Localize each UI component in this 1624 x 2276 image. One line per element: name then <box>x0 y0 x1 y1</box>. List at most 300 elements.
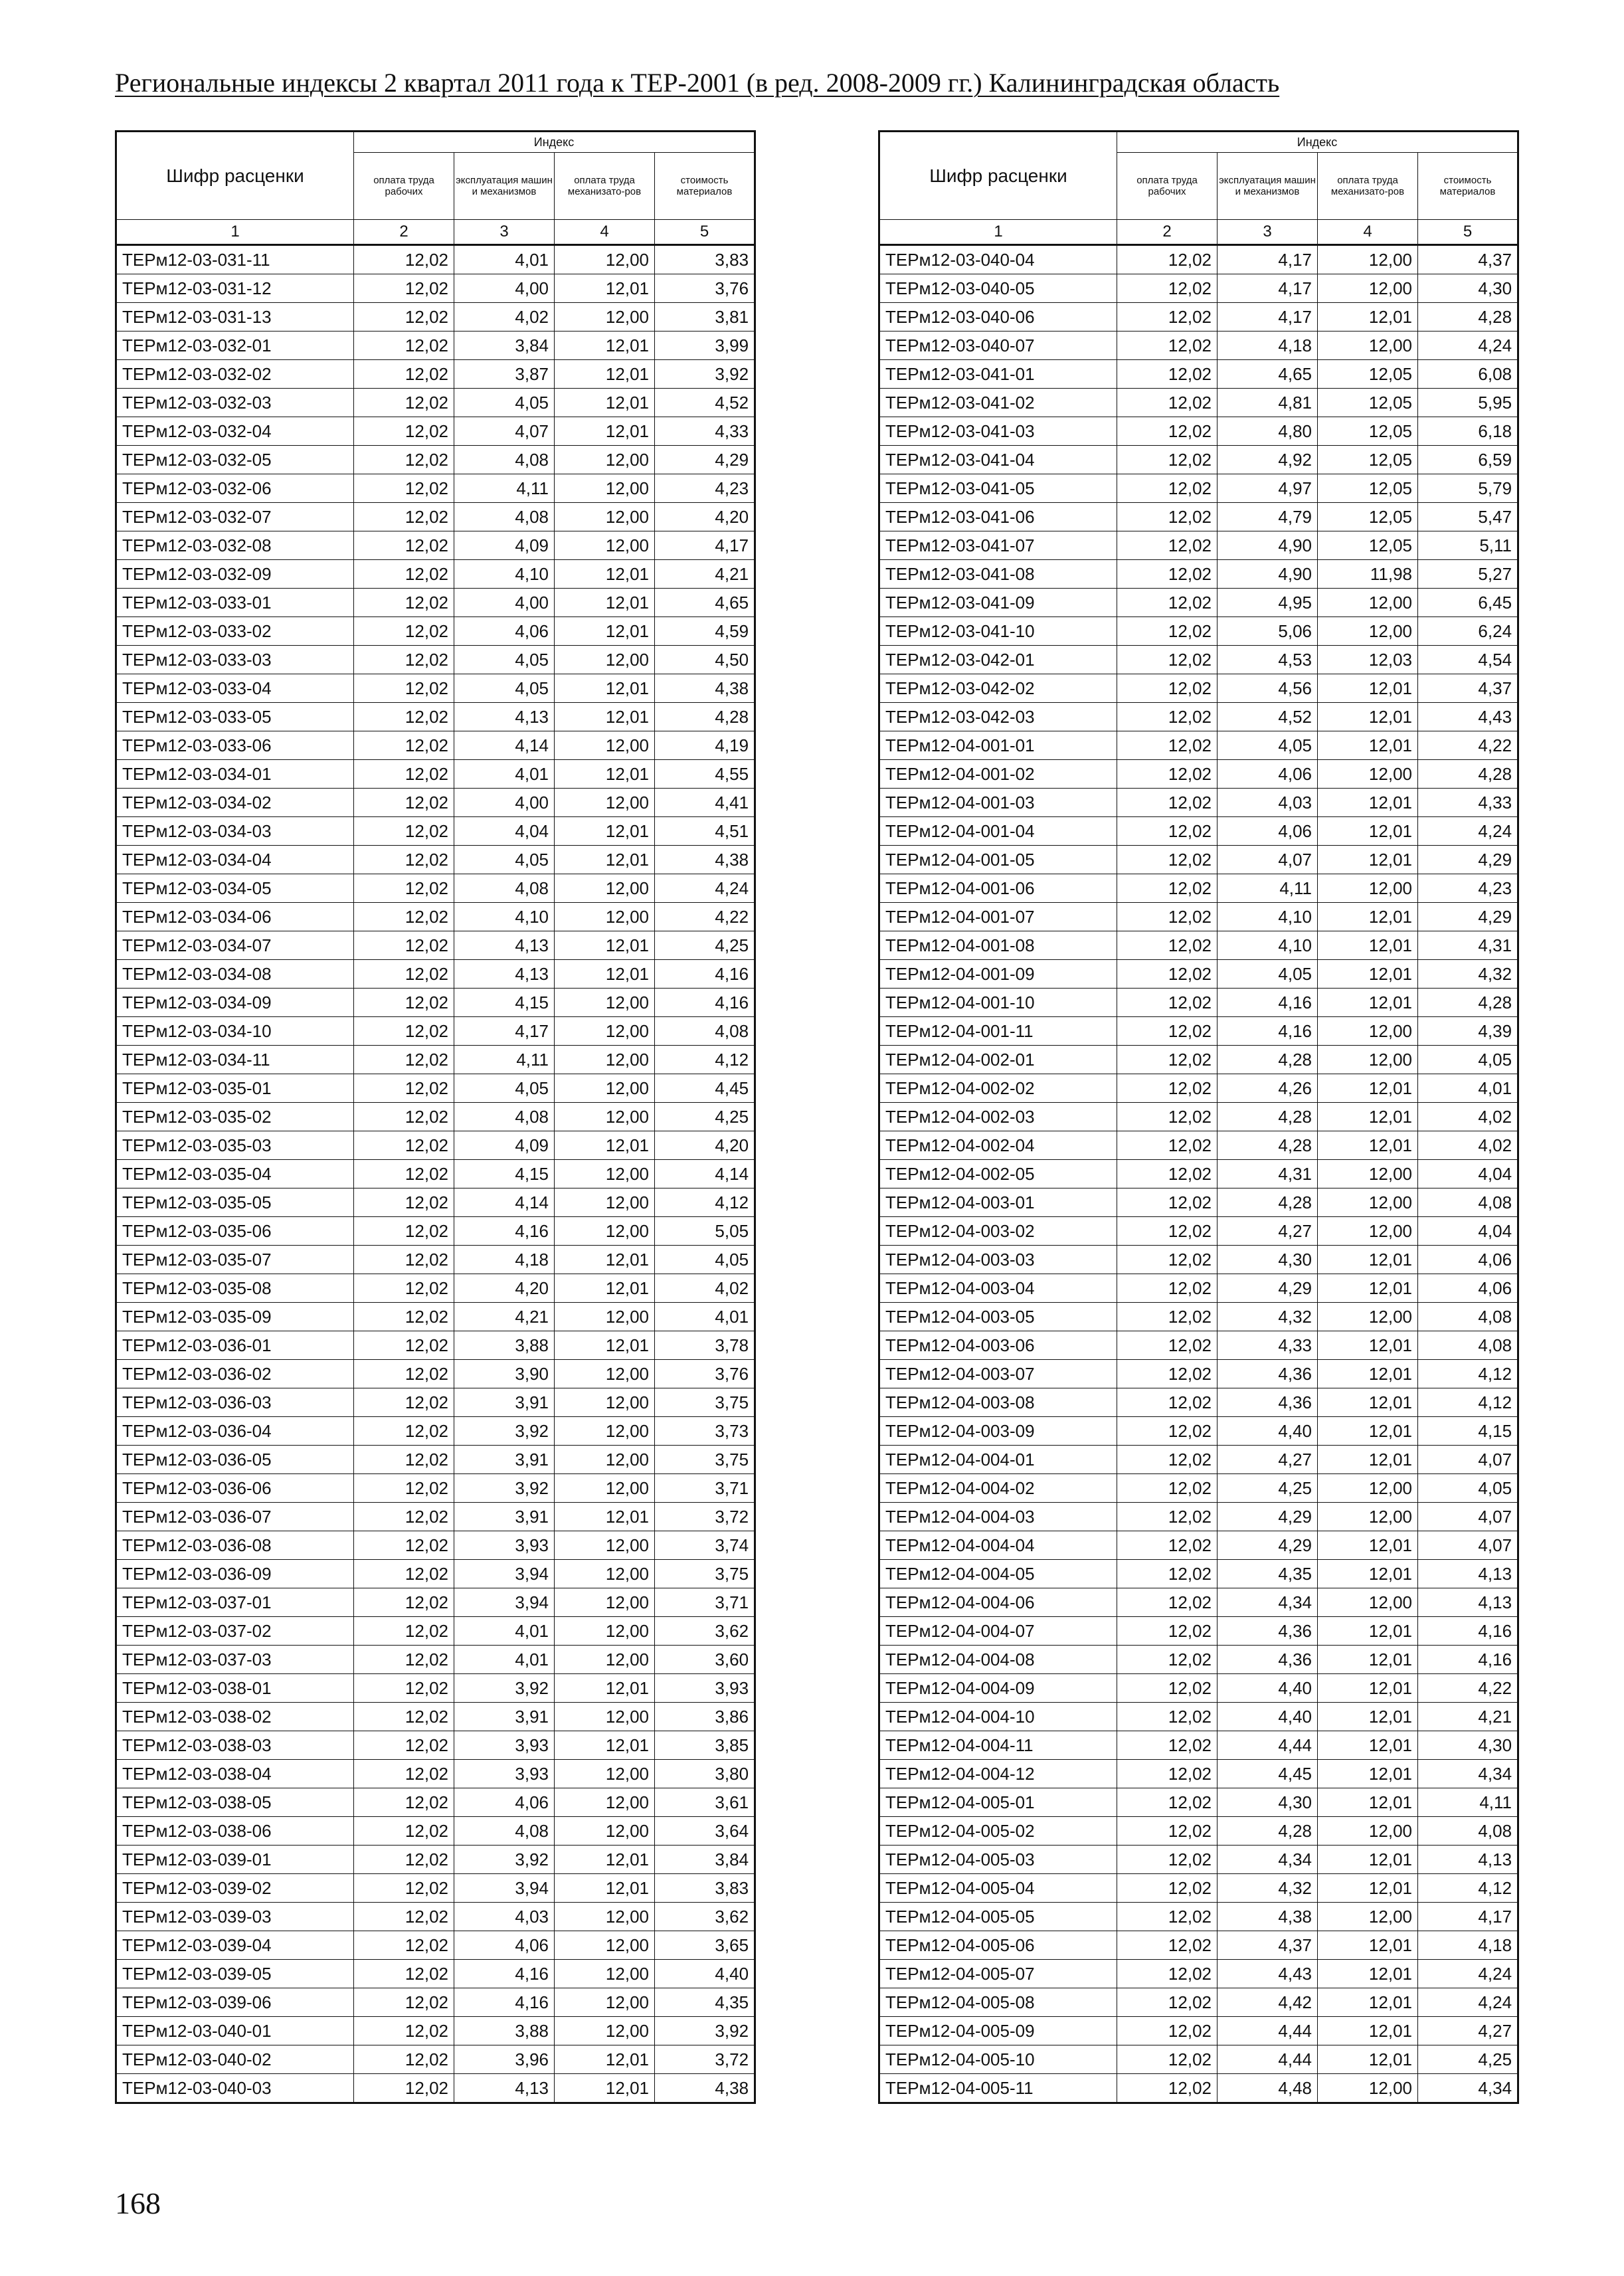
mech-labor-index: 12,01 <box>1318 1274 1418 1303</box>
mech-labor-index: 12,00 <box>555 1903 655 1931</box>
mech-labor-index: 12,01 <box>1318 1760 1418 1788</box>
rate-code: ТЕРм12-03-036-06 <box>116 1474 354 1503</box>
materials-index: 4,16 <box>655 989 755 1017</box>
labor-index: 12,02 <box>354 817 454 846</box>
materials-index: 3,99 <box>655 332 755 360</box>
labor-index: 12,02 <box>354 1074 454 1103</box>
column-number: 2 <box>1117 220 1218 245</box>
materials-index: 3,74 <box>655 1531 755 1560</box>
labor-index: 12,02 <box>354 1674 454 1703</box>
mech-labor-index: 12,01 <box>555 1131 655 1160</box>
labor-index: 12,02 <box>1117 1274 1218 1303</box>
machines-index: 4,16 <box>454 1988 555 2017</box>
machines-index: 4,36 <box>1218 1617 1318 1646</box>
rate-code: ТЕРм12-04-004-01 <box>879 1446 1117 1474</box>
materials-index: 4,21 <box>655 560 755 589</box>
rate-code: ТЕРм12-03-034-08 <box>116 960 354 989</box>
table-row <box>116 1474 755 1503</box>
labor-index: 12,02 <box>354 1103 454 1131</box>
mech-labor-index: 12,01 <box>1318 1617 1418 1646</box>
machines-index: 4,38 <box>1218 1903 1318 1931</box>
table-row <box>879 1703 1518 1731</box>
labor-index: 12,02 <box>1117 760 1218 789</box>
mech-labor-index: 12,00 <box>555 1046 655 1074</box>
labor-index: 12,02 <box>1117 1103 1218 1131</box>
machines-index: 4,06 <box>1218 817 1318 846</box>
table-row <box>116 1960 755 1988</box>
rate-code: ТЕРм12-04-005-07 <box>879 1960 1117 1988</box>
machines-index: 4,30 <box>1218 1788 1318 1817</box>
table-row <box>879 703 1518 731</box>
materials-index: 3,92 <box>655 2017 755 2045</box>
table-row <box>116 1017 755 1046</box>
machines-index: 4,09 <box>454 531 555 560</box>
mech-labor-index: 12,00 <box>1318 1017 1418 1046</box>
table-row <box>116 789 755 817</box>
rate-code: ТЕРм12-03-032-05 <box>116 446 354 474</box>
table-row <box>116 446 755 474</box>
mech-labor-index: 12,01 <box>555 1246 655 1274</box>
mech-labor-index: 12,01 <box>555 2074 655 2103</box>
mech-labor-index: 12,00 <box>555 1617 655 1646</box>
table-row <box>116 1817 755 1846</box>
table-row <box>116 245 755 274</box>
machines-index: 4,95 <box>1218 589 1318 617</box>
labor-index: 12,02 <box>1117 1074 1218 1103</box>
rate-code: ТЕРм12-04-002-05 <box>879 1160 1117 1188</box>
machines-index: 3,88 <box>454 1331 555 1360</box>
machines-index: 4,90 <box>1218 531 1318 560</box>
materials-index: 6,24 <box>1418 617 1518 646</box>
table-row <box>879 245 1518 274</box>
table-row <box>116 2017 755 2045</box>
machines-index: 4,00 <box>454 789 555 817</box>
mech-labor-index: 12,01 <box>1318 989 1418 1017</box>
materials-index: 3,61 <box>655 1788 755 1817</box>
machines-index: 4,13 <box>454 931 555 960</box>
labor-index: 12,02 <box>354 560 454 589</box>
header-index: Индекс <box>354 132 755 153</box>
machines-index: 4,45 <box>1218 1760 1318 1788</box>
labor-index: 12,02 <box>354 1960 454 1988</box>
column-number: 5 <box>1418 220 1518 245</box>
table-row <box>879 1760 1518 1788</box>
table-row <box>879 1474 1518 1503</box>
mech-labor-index: 12,00 <box>1318 1303 1418 1331</box>
labor-index: 12,02 <box>1117 646 1218 674</box>
materials-index: 3,84 <box>655 1846 755 1874</box>
table-row <box>879 446 1518 474</box>
table-row <box>879 903 1518 931</box>
labor-index: 12,02 <box>1117 1360 1218 1388</box>
labor-index: 12,02 <box>1117 1388 1218 1417</box>
column-number: 2 <box>354 220 454 245</box>
rate-code: ТЕРм12-04-003-07 <box>879 1360 1117 1388</box>
mech-labor-index: 12,05 <box>1318 531 1418 560</box>
labor-index: 12,02 <box>354 503 454 531</box>
mech-labor-index: 12,01 <box>555 389 655 417</box>
labor-index: 12,02 <box>1117 1131 1218 1160</box>
table-row <box>116 846 755 874</box>
mech-labor-index: 12,00 <box>555 646 655 674</box>
rate-code: ТЕРм12-04-004-08 <box>879 1646 1117 1674</box>
materials-index: 6,45 <box>1418 589 1518 617</box>
machines-index: 3,90 <box>454 1360 555 1388</box>
table-row <box>879 474 1518 503</box>
table-row <box>879 846 1518 874</box>
rate-code: ТЕРм12-04-001-09 <box>879 960 1117 989</box>
machines-index: 4,29 <box>1218 1531 1318 1560</box>
labor-index: 12,02 <box>1117 1731 1218 1760</box>
materials-index: 4,16 <box>655 960 755 989</box>
materials-index: 4,41 <box>655 789 755 817</box>
table-row <box>879 531 1518 560</box>
rate-code: ТЕРм12-04-003-02 <box>879 1217 1117 1246</box>
materials-index: 4,33 <box>1418 789 1518 817</box>
labor-index: 12,02 <box>1117 389 1218 417</box>
machines-index: 4,10 <box>454 560 555 589</box>
rate-code: ТЕРм12-04-001-01 <box>879 731 1117 760</box>
table-row <box>879 1731 1518 1760</box>
mech-labor-index: 12,01 <box>1318 2045 1418 2074</box>
table-row <box>879 646 1518 674</box>
table-row <box>116 1588 755 1617</box>
labor-index: 12,02 <box>354 1560 454 1588</box>
materials-index: 3,92 <box>655 360 755 389</box>
rate-code: ТЕРм12-03-041-02 <box>879 389 1117 417</box>
labor-index: 12,02 <box>354 760 454 789</box>
mech-labor-index: 12,00 <box>555 1960 655 1988</box>
rate-code: ТЕРм12-03-034-03 <box>116 817 354 846</box>
header-code: Шифр расценки <box>879 132 1117 220</box>
materials-index: 4,24 <box>1418 1960 1518 1988</box>
labor-index: 12,02 <box>354 1617 454 1646</box>
rate-code: ТЕРм12-04-004-06 <box>879 1588 1117 1617</box>
labor-index: 12,02 <box>354 1760 454 1788</box>
labor-index: 12,02 <box>1117 960 1218 989</box>
mech-labor-index: 12,00 <box>555 245 655 274</box>
rate-code: ТЕРм12-03-035-01 <box>116 1074 354 1103</box>
machines-index: 4,05 <box>454 389 555 417</box>
mech-labor-index: 12,01 <box>1318 1417 1418 1446</box>
machines-index: 4,17 <box>1218 245 1318 274</box>
mech-labor-index: 12,01 <box>1318 1703 1418 1731</box>
mech-labor-index: 12,01 <box>1318 1646 1418 1674</box>
rate-code: ТЕРм12-04-004-05 <box>879 1560 1117 1588</box>
rate-code: ТЕРм12-04-002-02 <box>879 1074 1117 1103</box>
table-row <box>116 1674 755 1703</box>
materials-index: 4,65 <box>655 589 755 617</box>
labor-index: 12,02 <box>1117 1560 1218 1588</box>
materials-index: 4,37 <box>1418 674 1518 703</box>
materials-index: 4,13 <box>1418 1560 1518 1588</box>
mech-labor-index: 12,01 <box>1318 1331 1418 1360</box>
mech-labor-index: 12,00 <box>1318 760 1418 789</box>
table-row <box>879 1903 1518 1931</box>
materials-index: 4,06 <box>1418 1274 1518 1303</box>
labor-index: 12,02 <box>354 1788 454 1817</box>
machines-index: 4,16 <box>1218 1017 1318 1046</box>
rate-code: ТЕРм12-04-001-10 <box>879 989 1117 1017</box>
materials-index: 3,83 <box>655 245 755 274</box>
machines-index: 4,34 <box>1218 1846 1318 1874</box>
rate-code: ТЕРм12-03-037-02 <box>116 1617 354 1646</box>
labor-index: 12,02 <box>354 674 454 703</box>
mech-labor-index: 12,01 <box>1318 2017 1418 2045</box>
rate-code: ТЕРм12-03-041-09 <box>879 589 1117 617</box>
mech-labor-index: 12,01 <box>1318 1988 1418 2017</box>
labor-index: 12,02 <box>1117 1188 1218 1217</box>
rate-code: ТЕРм12-04-004-10 <box>879 1703 1117 1731</box>
table-row <box>879 1503 1518 1531</box>
machines-index: 4,18 <box>1218 332 1318 360</box>
table-row <box>116 760 755 789</box>
materials-index: 3,85 <box>655 1731 755 1760</box>
table-row <box>116 1246 755 1274</box>
left-index-table <box>115 130 756 2104</box>
rate-code: ТЕРм12-03-035-07 <box>116 1246 354 1274</box>
rate-code: ТЕРм12-03-033-02 <box>116 617 354 646</box>
materials-index: 4,01 <box>1418 1074 1518 1103</box>
table-row <box>116 503 755 531</box>
mech-labor-index: 12,00 <box>555 989 655 1017</box>
table-row <box>116 731 755 760</box>
labor-index: 12,02 <box>354 931 454 960</box>
labor-index: 12,02 <box>354 1160 454 1188</box>
materials-index: 3,71 <box>655 1474 755 1503</box>
mech-labor-index: 12,00 <box>555 1760 655 1788</box>
materials-index: 4,50 <box>655 646 755 674</box>
mech-labor-index: 12,00 <box>555 1074 655 1103</box>
materials-index: 4,05 <box>1418 1046 1518 1074</box>
mech-labor-index: 12,01 <box>1318 1788 1418 1817</box>
machines-index: 4,29 <box>1218 1503 1318 1531</box>
labor-index: 12,02 <box>354 1988 454 2017</box>
labor-index: 12,02 <box>354 1874 454 1903</box>
machines-index: 4,11 <box>1218 874 1318 903</box>
mech-labor-index: 12,00 <box>1318 245 1418 274</box>
mech-labor-index: 12,00 <box>555 1103 655 1131</box>
materials-index: 4,13 <box>1418 1846 1518 1874</box>
machines-index: 4,17 <box>454 1017 555 1046</box>
labor-index: 12,02 <box>354 731 454 760</box>
mech-labor-index: 12,01 <box>555 960 655 989</box>
rate-code: ТЕРм12-04-003-03 <box>879 1246 1117 1274</box>
table-row <box>879 1360 1518 1388</box>
machines-index: 4,08 <box>454 503 555 531</box>
labor-index: 12,02 <box>1117 874 1218 903</box>
machines-index: 4,06 <box>454 1788 555 1817</box>
mech-labor-index: 12,00 <box>1318 2074 1418 2103</box>
table-row <box>116 1188 755 1217</box>
labor-index: 12,02 <box>1117 245 1218 274</box>
mech-labor-index: 12,00 <box>555 1188 655 1217</box>
table-row <box>116 989 755 1017</box>
machines-index: 3,94 <box>454 1874 555 1903</box>
rate-code: ТЕРм12-03-040-01 <box>116 2017 354 2045</box>
materials-index: 4,11 <box>1418 1788 1518 1817</box>
materials-index: 4,02 <box>655 1274 755 1303</box>
rate-code: ТЕРм12-03-042-03 <box>879 703 1117 731</box>
machines-index: 3,92 <box>454 1474 555 1503</box>
mech-labor-index: 12,00 <box>1318 1474 1418 1503</box>
machines-index: 4,06 <box>454 1931 555 1960</box>
table-row <box>116 389 755 417</box>
machines-index: 4,40 <box>1218 1703 1318 1731</box>
materials-index: 5,79 <box>1418 474 1518 503</box>
rate-code: ТЕРм12-03-036-07 <box>116 1503 354 1531</box>
rate-code: ТЕРм12-03-033-04 <box>116 674 354 703</box>
table-row <box>879 303 1518 332</box>
table-row <box>116 1703 755 1731</box>
machines-index: 4,36 <box>1218 1388 1318 1417</box>
materials-index: 4,07 <box>1418 1503 1518 1531</box>
rate-code: ТЕРм12-03-036-05 <box>116 1446 354 1474</box>
rate-code: ТЕРм12-03-033-01 <box>116 589 354 617</box>
labor-index: 12,02 <box>1117 1760 1218 1788</box>
labor-index: 12,02 <box>1117 1588 1218 1617</box>
machines-index: 4,17 <box>1218 274 1318 303</box>
mech-labor-index: 12,00 <box>1318 1217 1418 1246</box>
machines-index: 4,16 <box>454 1217 555 1246</box>
labor-index: 12,02 <box>354 1360 454 1388</box>
labor-index: 12,02 <box>1117 1703 1218 1731</box>
mech-labor-index: 12,01 <box>1318 1103 1418 1131</box>
rate-code: ТЕРм12-03-033-06 <box>116 731 354 760</box>
table-row <box>879 931 1518 960</box>
machines-index: 4,16 <box>1218 989 1318 1017</box>
table-row <box>879 417 1518 446</box>
table-row <box>879 1274 1518 1303</box>
header-mech-labor: оплата труда механизато-ров <box>1318 153 1418 220</box>
table-row <box>116 1788 755 1817</box>
table-row <box>879 1017 1518 1046</box>
materials-index: 4,22 <box>1418 1674 1518 1703</box>
table-row <box>879 1103 1518 1131</box>
table-row <box>879 960 1518 989</box>
table-row <box>879 1217 1518 1246</box>
labor-index: 12,02 <box>1117 1931 1218 1960</box>
mech-labor-index: 12,01 <box>555 274 655 303</box>
header-machines: эксплуатация машин и механизмов <box>454 153 555 220</box>
table-row <box>116 617 755 646</box>
machines-index: 3,94 <box>454 1588 555 1617</box>
column-number: 3 <box>1218 220 1318 245</box>
mech-labor-index: 12,01 <box>555 1731 655 1760</box>
machines-index: 4,34 <box>1218 1588 1318 1617</box>
rate-code: ТЕРм12-04-001-07 <box>879 903 1117 931</box>
rate-code: ТЕРм12-03-041-05 <box>879 474 1117 503</box>
rate-code: ТЕРм12-04-003-04 <box>879 1274 1117 1303</box>
labor-index: 12,02 <box>1117 1246 1218 1274</box>
materials-index: 4,29 <box>1418 903 1518 931</box>
labor-index: 12,02 <box>1117 1417 1218 1446</box>
table-row <box>879 1617 1518 1646</box>
labor-index: 12,02 <box>1117 1617 1218 1646</box>
page-number: 168 <box>115 2186 161 2220</box>
materials-index: 4,02 <box>1418 1131 1518 1160</box>
mech-labor-index: 12,05 <box>1318 389 1418 417</box>
materials-index: 3,76 <box>655 274 755 303</box>
materials-index: 3,93 <box>655 1674 755 1703</box>
machines-index: 4,33 <box>1218 1331 1318 1360</box>
materials-index: 4,01 <box>655 1303 755 1331</box>
rate-code: ТЕРм12-03-033-03 <box>116 646 354 674</box>
machines-index: 5,06 <box>1218 617 1318 646</box>
mech-labor-index: 12,01 <box>555 846 655 874</box>
machines-index: 4,28 <box>1218 1103 1318 1131</box>
machines-index: 3,91 <box>454 1503 555 1531</box>
rate-code: ТЕРм12-03-034-09 <box>116 989 354 1017</box>
rate-code: ТЕРм12-03-038-03 <box>116 1731 354 1760</box>
materials-index: 4,24 <box>1418 1988 1518 2017</box>
machines-index: 4,44 <box>1218 2045 1318 2074</box>
machines-index: 3,96 <box>454 2045 555 2074</box>
machines-index: 4,28 <box>1218 1046 1318 1074</box>
labor-index: 12,02 <box>1117 360 1218 389</box>
materials-index: 3,72 <box>655 1503 755 1531</box>
mech-labor-index: 12,00 <box>555 1017 655 1046</box>
rate-code: ТЕРм12-03-038-06 <box>116 1817 354 1846</box>
machines-index: 4,08 <box>454 1817 555 1846</box>
rate-code: ТЕРм12-04-001-06 <box>879 874 1117 903</box>
rate-code: ТЕРм12-04-001-03 <box>879 789 1117 817</box>
header-machines: эксплуатация машин и механизмов <box>1218 153 1318 220</box>
mech-labor-index: 12,00 <box>555 503 655 531</box>
materials-index: 5,47 <box>1418 503 1518 531</box>
labor-index: 12,02 <box>354 1931 454 1960</box>
machines-index: 4,00 <box>454 274 555 303</box>
machines-index: 4,14 <box>454 731 555 760</box>
labor-index: 12,02 <box>354 703 454 731</box>
materials-index: 4,08 <box>1418 1331 1518 1360</box>
right-index-table <box>878 130 1519 2104</box>
machines-index: 4,05 <box>1218 960 1318 989</box>
table-row <box>116 960 755 989</box>
rate-code: ТЕРм12-03-035-04 <box>116 1160 354 1188</box>
materials-index: 4,29 <box>655 446 755 474</box>
mech-labor-index: 12,01 <box>555 332 655 360</box>
rate-code: ТЕРм12-03-034-10 <box>116 1017 354 1046</box>
labor-index: 12,02 <box>354 589 454 617</box>
machines-index: 4,05 <box>454 646 555 674</box>
rate-code: ТЕРм12-04-004-03 <box>879 1503 1117 1531</box>
mech-labor-index: 12,00 <box>555 2017 655 2045</box>
machines-index: 4,37 <box>1218 1931 1318 1960</box>
machines-index: 3,94 <box>454 1560 555 1588</box>
labor-index: 12,02 <box>354 1731 454 1760</box>
materials-index: 4,30 <box>1418 1731 1518 1760</box>
materials-index: 4,45 <box>655 1074 755 1103</box>
labor-index: 12,02 <box>1117 531 1218 560</box>
machines-index: 4,79 <box>1218 503 1318 531</box>
mech-labor-index: 12,03 <box>1318 646 1418 674</box>
rate-code: ТЕРм12-04-004-12 <box>879 1760 1117 1788</box>
rate-code: ТЕРм12-03-038-05 <box>116 1788 354 1817</box>
materials-index: 4,05 <box>655 1246 755 1274</box>
table-row <box>879 1846 1518 1874</box>
machines-index: 4,28 <box>1218 1817 1318 1846</box>
mech-labor-index: 12,01 <box>555 1331 655 1360</box>
mech-labor-index: 12,00 <box>1318 1588 1418 1617</box>
mech-labor-index: 12,01 <box>1318 1931 1418 1960</box>
materials-index: 3,64 <box>655 1817 755 1846</box>
table-row <box>116 1217 755 1246</box>
machines-index: 4,13 <box>454 703 555 731</box>
labor-index: 12,02 <box>354 1588 454 1617</box>
mech-labor-index: 12,05 <box>1318 417 1418 446</box>
labor-index: 12,02 <box>1117 589 1218 617</box>
